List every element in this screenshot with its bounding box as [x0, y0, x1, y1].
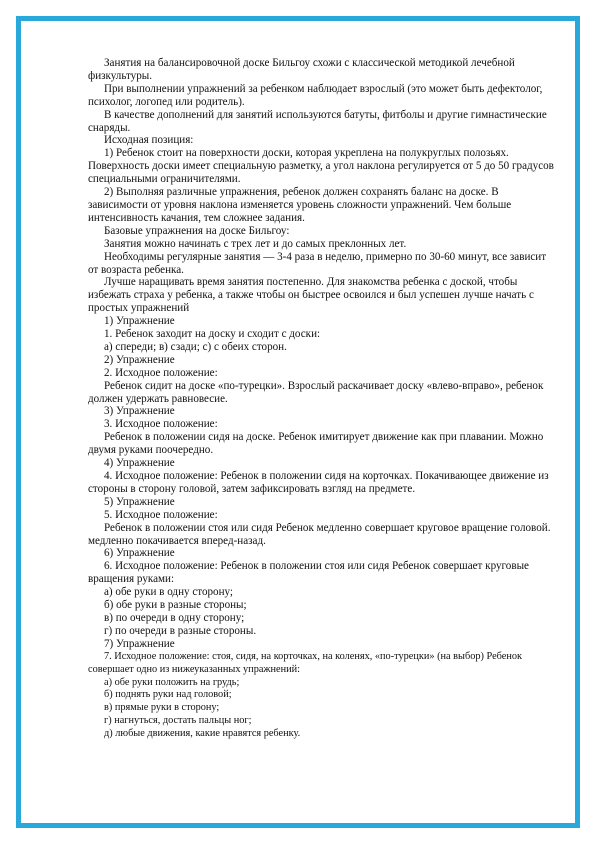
- paragraph: 6) Упражнение: [104, 547, 175, 560]
- paragraph: 7) Упражнение: [104, 637, 175, 650]
- paragraph: При выполнении упражнений за ребенком наблюдает взрослый (это может быть дефектолог, психолог, логопед или родитель).: [88, 82, 543, 108]
- paragraph: а) обе руки в одну сторону;: [104, 586, 234, 599]
- paragraph: 7. Исходное положение: стоя, сидя, на корточках, на коленях, «по-турецки» (на выбор) Ребенок совершает одно из нижеуказанных упражнений:: [88, 650, 522, 675]
- paragraph: а) обе руки положить на грудь;: [104, 676, 240, 688]
- paragraph: а) спереди; в) сзади; с) с обеих сторон.: [104, 340, 287, 353]
- paragraph: Ребенок сидит на доске «по-турецки». Взрослый раскачивает доску «влево-вправо», ребенок должен удержать равновесие.: [88, 379, 544, 405]
- paragraph: Исходная позиция:: [104, 134, 194, 147]
- paragraph: Лучше наращивать время занятия постепенно. Для знакомства ребенка с доской, чтобы избежать страха у ребенка, а также чтобы он быстрее освоился и был успешен лучше начать с простых упражнений: [88, 276, 534, 315]
- paragraph: б) обе руки в разные стороны;: [104, 599, 247, 612]
- paragraph: 1) Ребенок стоит на поверхности доски, которая укреплена на полукруглых полозьях. Поверхность доски имеет специальную разметку, а угол наклона регулируется от 5 до 50 градусов специальными ограничителями.: [88, 147, 554, 186]
- paragraph: Занятия можно начинать с трех лет и до самых преклонных лет.: [104, 237, 407, 250]
- paragraph: в) прямые руки в сторону;: [104, 702, 220, 714]
- paragraph: 5. Исходное положение:: [104, 508, 218, 521]
- paragraph: г) нагнуться, достать пальцы ног;: [104, 715, 252, 727]
- paragraph: 1. Ребенок заходит на доску и сходит с доски:: [104, 328, 321, 341]
- paragraph: Занятия на балансировочной доске Бильгоу схожи с классической методикой лечебной физкультуры.: [88, 57, 515, 82]
- paragraph: Ребенок в положении стоя или сидя Ребенок медленно совершает круговое вращение головой. медленно покачивается вперед-назад.: [88, 521, 551, 547]
- paragraph: 6. Исходное положение: Ребенок в положении стоя или сидя Ребенок совершает круговые вращения руками:: [88, 560, 529, 586]
- paragraph: в) по очереди в одну сторону;: [104, 611, 245, 624]
- document-body: [88, 57, 556, 741]
- paragraph: Необходимы регулярные занятия — 3-4 раза в неделю, примерно по 30-60 минут, все зависит от возраста ребенка.: [88, 250, 547, 276]
- paragraph: 3) Упражнение: [104, 405, 175, 418]
- paragraph: В качестве дополнений для занятий используются батуты, фитболы и другие гимнастические снаряды.: [88, 108, 547, 134]
- paragraph: 2) Выполняя различные упражнения, ребенок должен сохранять баланс на доске. В зависимости от уровня наклона изменяется уровень сложности упражнений. Чем больше интенсивность качания, тем сложнее задания.: [88, 186, 512, 224]
- paragraph: 3. Исходное положение:: [104, 418, 218, 431]
- paragraph: б) поднять руки над головой;: [104, 689, 232, 701]
- paragraph: 2) Упражнение: [104, 353, 175, 366]
- paragraph: г) по очереди в разные стороны.: [104, 624, 257, 637]
- paragraph: д) любые движения, какие нравятся ребенку.: [104, 728, 301, 740]
- paragraph: 4. Исходное положение: Ребенок в положении сидя на корточках. Покачивающее движение из стороны в сторону головой, затем зафиксировать взгляд на предмете.: [88, 470, 549, 495]
- paragraph: Базовые упражнения на доске Бильгоу:: [104, 224, 290, 237]
- paragraph: 4) Упражнение: [104, 457, 175, 470]
- paragraph: 1) Упражнение: [104, 315, 175, 328]
- paragraph: 5) Упражнение: [104, 495, 175, 508]
- paragraph: Ребенок в положении сидя на доске. Ребенок имитирует движение как при плавании. Можно двумя руками поочередно.: [88, 431, 544, 457]
- paragraph: 2. Исходное положение:: [104, 366, 218, 379]
